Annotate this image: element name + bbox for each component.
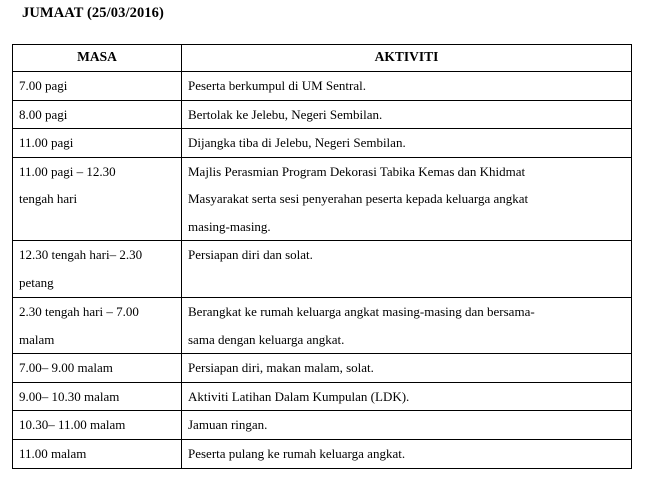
activity-cell bbox=[182, 298, 632, 354]
table-row bbox=[13, 129, 632, 158]
table-row bbox=[13, 411, 632, 440]
activity-text: Bertolak ke Jelebu, Negeri Sembilan. bbox=[188, 106, 383, 122]
activity-cell bbox=[182, 241, 632, 298]
time-text: 10.30– 11.00 malam bbox=[19, 417, 126, 432]
time-cell bbox=[13, 354, 182, 383]
time-text: 11.00 malam bbox=[19, 446, 87, 461]
schedule-table bbox=[12, 44, 632, 469]
activity-text: sama dengan keluarga angkat. bbox=[188, 331, 345, 347]
table-row bbox=[13, 354, 632, 383]
activity-cell bbox=[182, 382, 632, 411]
time-text: 7.00 pagi bbox=[19, 78, 68, 93]
activity-text: Persiapan diri dan solat. bbox=[188, 247, 313, 262]
activity-text: Masyarakat serta sesi penyerahan peserta kepada keluarga angkat bbox=[188, 191, 529, 206]
time-cell bbox=[13, 298, 182, 354]
time-text: 12.30 tengah hari– 2.30 bbox=[19, 247, 143, 262]
activity-text: Jamuan ringan. bbox=[188, 417, 268, 432]
activity-text: Aktiviti Latihan Dalam Kumpulan (LDK). bbox=[188, 388, 410, 404]
table-row bbox=[13, 241, 632, 298]
time-cell bbox=[13, 241, 182, 298]
column-header-time: MASA bbox=[13, 45, 182, 72]
activity-cell bbox=[182, 72, 632, 101]
activity-text: Dijangka tiba di Jelebu, Negeri Sembilan. bbox=[188, 135, 406, 150]
column-header-activity: AKTIVITI bbox=[182, 45, 632, 72]
time-text: 8.00 pagi bbox=[19, 106, 68, 122]
table-header-row bbox=[13, 45, 632, 72]
page-title: JUMAAT (25/03/2016) bbox=[22, 5, 164, 21]
time-text: 7.00– 9.00 malam bbox=[19, 360, 113, 375]
table-row bbox=[13, 298, 632, 354]
time-cell bbox=[13, 72, 182, 101]
activity-text: Persiapan diri, makan malam, solat. bbox=[188, 360, 374, 375]
activity-text: Peserta berkumpul di UM Sentral. bbox=[188, 78, 366, 93]
time-cell bbox=[13, 100, 182, 129]
activity-text: Berangkat ke rumah keluarga angkat masing-masing dan bersama- bbox=[188, 304, 535, 319]
table-row bbox=[13, 382, 632, 411]
activity-cell bbox=[182, 354, 632, 383]
activity-text: Peserta pulang ke rumah keluarga angkat. bbox=[188, 446, 406, 461]
table-row bbox=[13, 157, 632, 241]
time-cell bbox=[13, 440, 182, 469]
activity-cell bbox=[182, 100, 632, 129]
time-text: 2.30 tengah hari – 7.00 bbox=[19, 304, 139, 319]
time-cell bbox=[13, 157, 182, 241]
time-text: 9.00– 10.30 malam bbox=[19, 388, 120, 404]
activity-text: masing-masing. bbox=[188, 218, 271, 234]
table-row bbox=[13, 440, 632, 469]
activity-cell bbox=[182, 129, 632, 158]
time-text: tengah hari bbox=[19, 191, 78, 206]
table-row bbox=[13, 72, 632, 101]
time-cell bbox=[13, 382, 182, 411]
time-text: petang bbox=[19, 274, 54, 290]
table-row bbox=[13, 100, 632, 129]
time-text: 11.00 pagi bbox=[19, 135, 74, 150]
activity-cell bbox=[182, 440, 632, 469]
time-text: malam bbox=[19, 331, 55, 347]
time-cell bbox=[13, 411, 182, 440]
time-cell bbox=[13, 129, 182, 158]
time-text: 11.00 pagi – 12.30 bbox=[19, 163, 116, 179]
activity-cell bbox=[182, 411, 632, 440]
activity-cell bbox=[182, 157, 632, 241]
activity-text: Majlis Perasmian Program Dekorasi Tabika Kemas dan Khidmat bbox=[188, 163, 526, 179]
